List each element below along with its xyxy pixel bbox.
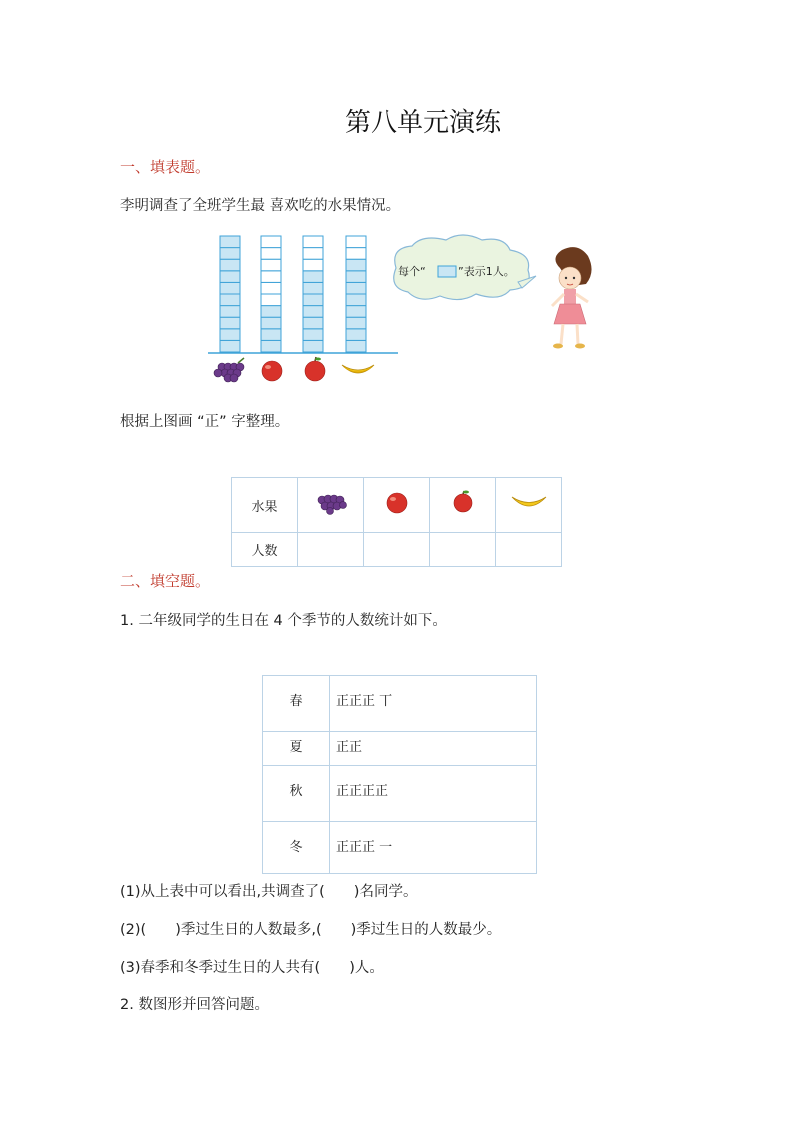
table-cell-label: 人数	[232, 533, 298, 567]
pictograph-cell	[220, 236, 240, 248]
pictograph-cell	[303, 294, 323, 306]
apple-icon	[262, 361, 282, 381]
sub-question-1: (1)从上表中可以看出,共调查了( )名同学。	[120, 884, 418, 900]
season-tally: 正正	[330, 732, 537, 766]
pictograph-cell	[346, 236, 366, 248]
pictograph-cell	[346, 259, 366, 271]
sub-question-2: (2)( )季过生日的人数最多,( )季过生日的人数最少。	[120, 922, 502, 938]
banana-icon	[342, 365, 374, 373]
pictograph-cell	[220, 306, 240, 318]
season-label: 秋	[263, 766, 330, 822]
grape-icon	[214, 358, 244, 382]
pictograph-cell	[346, 282, 366, 294]
season-table	[262, 675, 537, 874]
table-cell-apple	[430, 478, 496, 533]
answer-cell[interactable]	[298, 533, 364, 567]
table-cell-grape	[298, 478, 364, 533]
question-1: 1. 二年级同学的生日在 4 个季节的人数统计如下。	[120, 613, 447, 629]
fruit-pictograph	[200, 228, 600, 388]
pictograph-cell	[346, 329, 366, 341]
table-cell-banana	[496, 478, 562, 533]
pictograph-cell	[261, 306, 281, 318]
table-cell-apple	[364, 478, 430, 533]
pictograph-cell	[220, 294, 240, 306]
apple-icon	[450, 490, 476, 516]
apple-icon	[384, 490, 410, 516]
pictograph-cell	[303, 271, 323, 283]
answer-cell[interactable]	[496, 533, 562, 567]
pictograph-cell	[346, 306, 366, 318]
pictograph-cell	[220, 271, 240, 283]
pictograph-cell	[303, 259, 323, 271]
section-heading-2: 二、填空题。	[120, 572, 211, 590]
banana-icon	[509, 491, 549, 515]
pictograph-cell	[220, 340, 240, 352]
question-2: 2. 数图形并回答问题。	[120, 997, 269, 1013]
pictograph-cell	[261, 271, 281, 283]
pictograph-cell	[346, 271, 366, 283]
unit-square-icon	[438, 266, 456, 277]
grape-icon	[314, 491, 348, 515]
pictograph-cell	[220, 282, 240, 294]
pictograph-cell	[303, 329, 323, 341]
season-label: 冬	[263, 822, 330, 874]
pictograph-cell	[303, 340, 323, 352]
pictograph-cell	[261, 294, 281, 306]
pictograph-cell	[261, 317, 281, 329]
season-tally: 正正正 丅	[330, 676, 537, 732]
pictograph-cell	[261, 340, 281, 352]
sub-question-3: (3)春季和冬季过生日的人共有( )人。	[120, 960, 384, 976]
pictograph-cell	[303, 317, 323, 329]
pictograph-cell	[220, 317, 240, 329]
speech-text-a: 每个“	[398, 265, 426, 278]
pictograph-cell	[346, 294, 366, 306]
table-cell-label: 水果	[232, 478, 298, 533]
pictograph-cell	[261, 248, 281, 260]
answer-cell[interactable]	[364, 533, 430, 567]
pictograph-cell	[220, 329, 240, 341]
pictograph-cell	[346, 340, 366, 352]
section-heading-1: 一、填表题。	[120, 158, 211, 176]
season-tally: 正正正正	[330, 766, 537, 822]
girl-illustration	[552, 247, 592, 348]
season-label: 夏	[263, 732, 330, 766]
pictograph-cell	[261, 282, 281, 294]
pictograph-cell	[303, 306, 323, 318]
pictograph-cell	[303, 248, 323, 260]
pictograph-cell	[303, 236, 323, 248]
pictograph-cell	[220, 259, 240, 271]
page-title: 第八单元演练	[344, 108, 501, 138]
pictograph-cell	[261, 236, 281, 248]
pictograph-cell	[261, 329, 281, 341]
season-tally: 正正正 一	[330, 822, 537, 874]
pictograph-cell	[261, 259, 281, 271]
fruit-table	[231, 477, 562, 567]
pictograph-cell	[303, 282, 323, 294]
pictograph-cell	[346, 248, 366, 260]
pictograph-cell	[220, 248, 240, 260]
answer-cell[interactable]	[430, 533, 496, 567]
intro-text: 李明调查了全班学生最 喜欢吃的水果情况。	[120, 198, 401, 214]
speech-text-b: ”表示1人。	[458, 265, 515, 278]
apple-icon	[305, 357, 325, 381]
season-label: 春	[263, 676, 330, 732]
pictograph-cell	[346, 317, 366, 329]
instruction-text: 根据上图画 “正” 字整理。	[120, 414, 290, 430]
